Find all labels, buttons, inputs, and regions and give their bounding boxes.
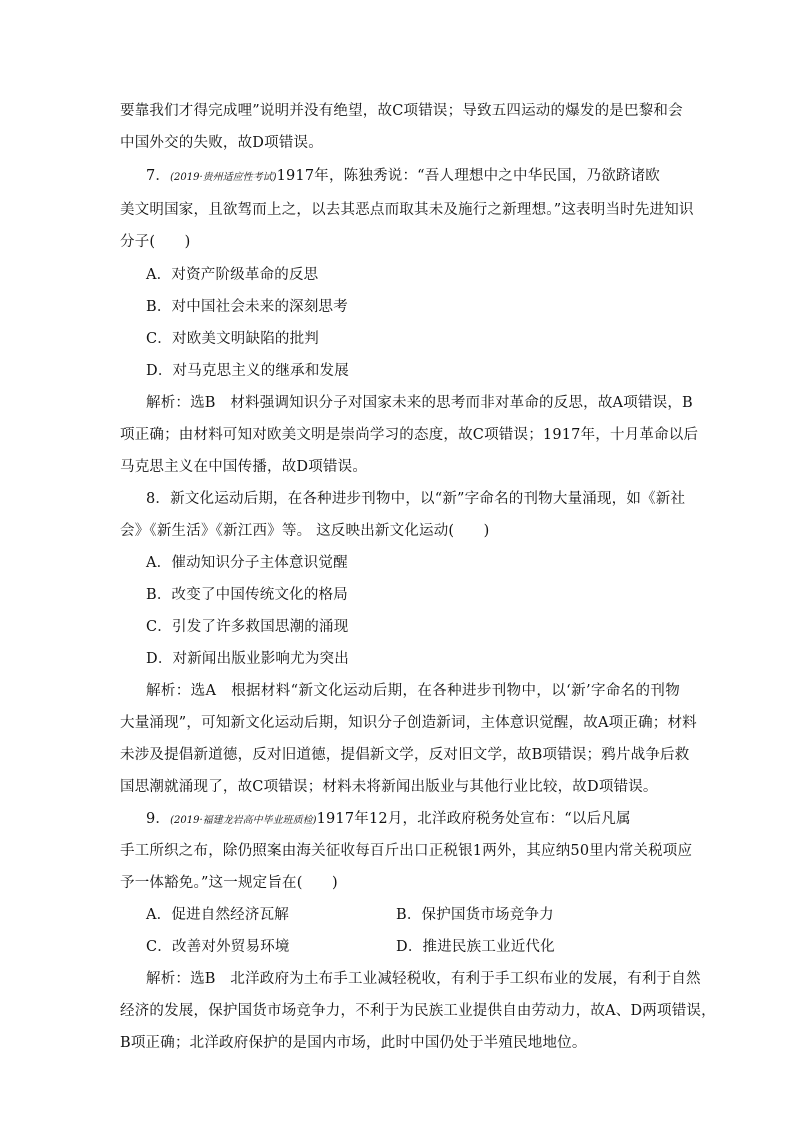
continuation-line: 要靠我们才得完成哩”说明并没有绝望，故C项错误；导致五四运动的爆发的是巴黎和会 bbox=[120, 103, 683, 119]
option-d: D．对马克思主义的继承和发展 bbox=[146, 363, 349, 379]
stem-line: 美文明国家，且欲驾而上之，以去其恶点而取其未及施行之新理想。”这表明当时先进知识 bbox=[120, 202, 694, 218]
analysis-line: 马克思主义在中国传播，故D项错误。 bbox=[120, 459, 368, 475]
analysis-line: 经济的发展，保护国货市场竞争力，不利于为民族工业提供自由劳动力，故A、D两项错误， bbox=[120, 1003, 716, 1019]
option-a: A．对资产阶级革命的反思 bbox=[146, 267, 319, 283]
continuation-line: 中国外交的失败，故D项错误。 bbox=[120, 135, 323, 151]
question-number: 8． bbox=[146, 491, 171, 507]
analysis-line: 解析：选B 北洋政府为土布手工业减轻税收，有利于手工织布业的发展，有利于自然 bbox=[146, 971, 701, 987]
option-a: A．催动知识分子主体意识觉醒 bbox=[146, 555, 348, 571]
stem-line: 会》《新生活》《新江西》等。 这反映出新文化运动( ) bbox=[120, 523, 490, 539]
question-number: 9． bbox=[146, 811, 171, 827]
analysis-line: B项正确；北洋政府保护的是国内市场，此时中国仍处于半殖民地地位。 bbox=[120, 1035, 587, 1051]
stem-line: 手工所织之布，除仍照案由海关征收每百斤出口正税银1两外，其应纳50里内常关税项应 bbox=[120, 843, 693, 859]
stem-line: 予一体豁免。”这一规定旨在( ) bbox=[120, 875, 338, 891]
question-8-stem bbox=[146, 489, 686, 509]
option-c: C．引发了许多救国思潮的涌现 bbox=[146, 619, 349, 635]
question-number: 7． bbox=[146, 168, 171, 184]
option-d: D．对新闻出版业影响尤为突出 bbox=[146, 651, 349, 667]
analysis-line: 项正确；由材料可知对欧美文明是崇尚学习的态度，故C项错误；1917年，十月革命以后 bbox=[120, 427, 699, 443]
stem-line: 新文化运动后期，在各种进步刊物中，以“新”字命名的刊物大量涌现，如《新社 bbox=[170, 491, 686, 507]
option-b: B．保护国货市场竞争力 bbox=[396, 907, 554, 923]
analysis-line: 国思潮就涌现了，故C项错误；材料未将新闻出版业与其他行业比较，故D项错误。 bbox=[120, 779, 658, 795]
analysis-line: 解析：选B 材料强调知识分子对国家未来的思考而非对革命的反思，故A项错误，B bbox=[146, 395, 693, 411]
question-9-stem bbox=[146, 809, 680, 831]
question-7-stem bbox=[146, 166, 680, 188]
analysis-line: 大量涌现”，可知新文化运动后期，知识分子创造新词，主体意识觉醒，故A项正确；材料 bbox=[120, 715, 697, 731]
analysis-line: 未涉及提倡新道德，反对旧道德，提倡新文学，反对旧文学，故B项错误；鸦片战争后救 bbox=[120, 747, 690, 763]
option-d: D．推进民族工业近代化 bbox=[396, 939, 555, 955]
stem-line: 1917年，陈独秀说：“吾人理想中之中华民国，乃欲跻诸欧 bbox=[276, 168, 660, 184]
question-source: (2019·贵州适应性考试) bbox=[170, 172, 277, 183]
option-b: B．改变了中国传统文化的格局 bbox=[146, 587, 348, 603]
question-source: (2019·福建龙岩高中毕业班质检) bbox=[170, 815, 317, 826]
option-c: C．对欧美文明缺陷的批判 bbox=[146, 331, 319, 347]
stem-line: 分子( ) bbox=[120, 234, 191, 250]
option-c: C．改善对外贸易环境 bbox=[146, 939, 290, 955]
option-a: A．促进自然经济瓦解 bbox=[146, 907, 289, 923]
option-b: B．对中国社会未来的深刻思考 bbox=[146, 299, 348, 315]
analysis-line: 解析：选A 根据材料“新文化运动后期，在各种进步刊物中，以‘新’字命名的刊物 bbox=[146, 683, 680, 699]
stem-line: 1917年12月，北洋政府税务处宣布：“以后凡属 bbox=[316, 811, 631, 827]
